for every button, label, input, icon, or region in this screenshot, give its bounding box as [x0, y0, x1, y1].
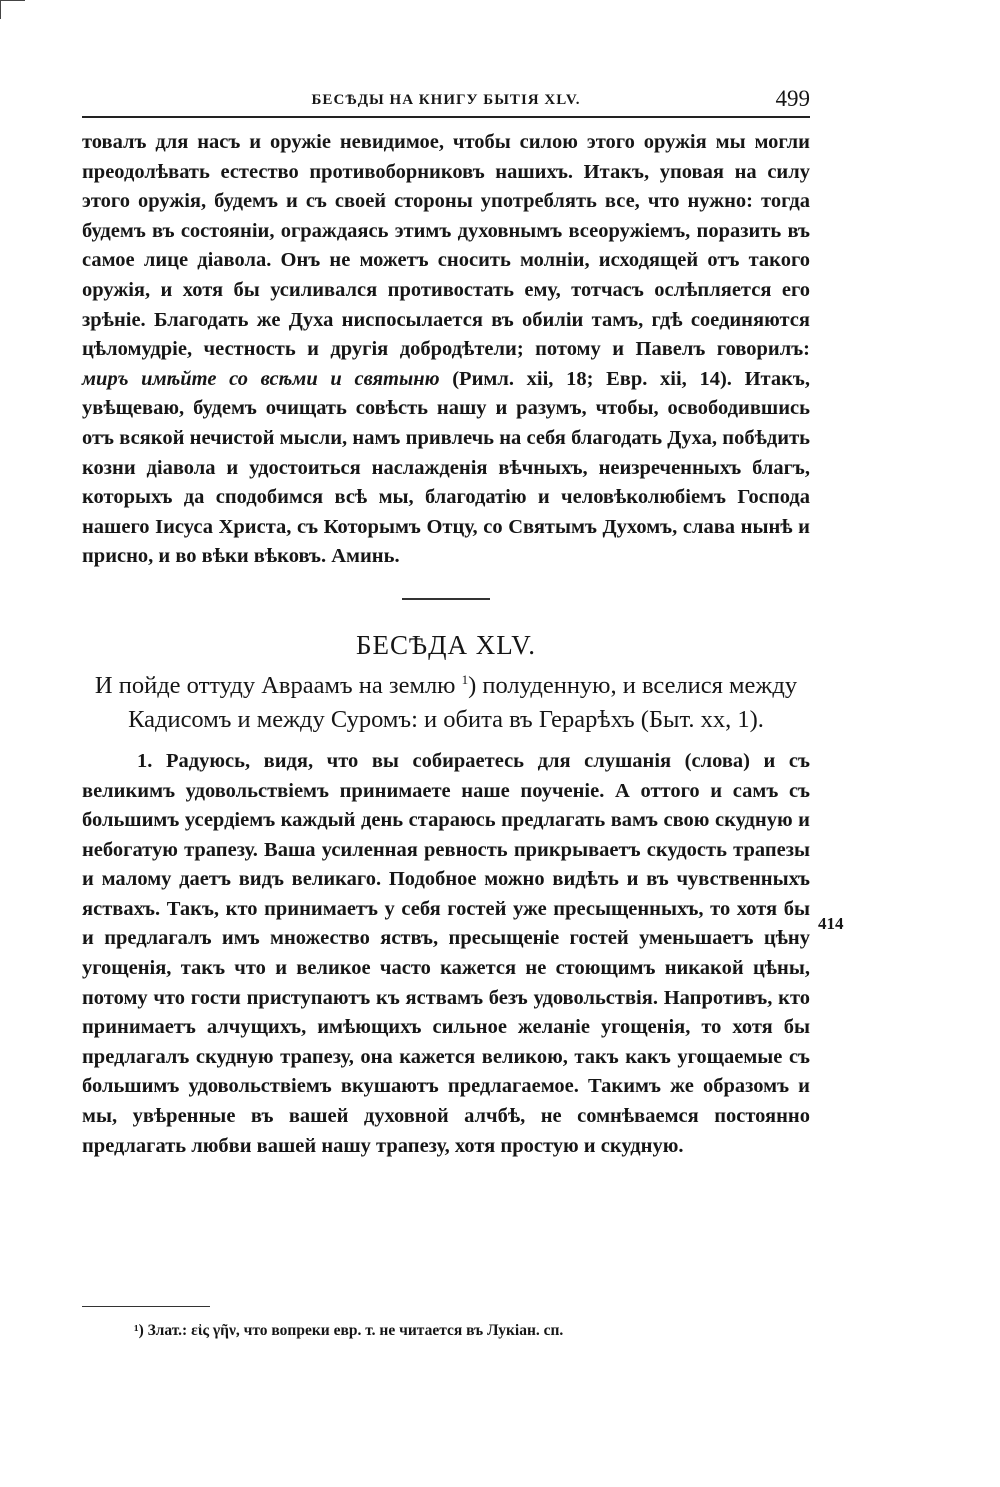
- footnote-reference: 1: [461, 671, 469, 687]
- sermon-title: БЕСѢДА XLV.: [355, 629, 537, 660]
- page-content: [82, 84, 810, 1161]
- margin-page-reference: 414: [818, 914, 844, 933]
- scripture-quote: миръ имѣйте со всѣми и святыню: [82, 367, 440, 390]
- footnote-rule: [82, 1306, 210, 1307]
- epigraph-text-end: ) полуденную, и вселися между Кадисомъ и между Суромъ: и обита въ Герарѣхъ (Быт. xx, 1).: [128, 671, 798, 733]
- section-divider: [402, 598, 490, 600]
- paragraph-text-start: товалъ для насъ и оружіе невидимое, чтобы силою этого оружія мы могли преодолѣвать естество противоборниковъ нашихъ. Итакъ, уповая на силу этого оружія, будемъ и съ своей стороны употреблять все, что нужно: тогда будемъ въ состояніи, ограждаясь этимъ духовнымъ всеоружіемъ, поразить въ самое лице діавола. Онъ не можетъ сносить молніи, исходящей отъ такого оружія, и хотя бы усиливался противостать ему, тотчасъ ослѣпляется его зрѣніе. Благодать же Духа ниспосылается въ обиліи тамъ, гдѣ соединяются цѣломудріе, честность и другія добродѣтели; потому и Павелъ говорилъ:: [82, 131, 810, 361]
- page-number: 499: [775, 86, 810, 111]
- continued-paragraph: [82, 128, 810, 572]
- running-header: [82, 84, 810, 118]
- running-title: БЕСѢДЫ НА КНИГУ БЫТІЯ XLV.: [311, 92, 581, 108]
- corner-crop-mark: [0, 0, 25, 19]
- epigraph-text-start: И пойде оттуду Авраамъ на землю: [94, 671, 456, 699]
- footnote: ¹) Злат.: εἰς γῆν, что вопреки евр. т. не читается въ Лукіан. сп.: [134, 1322, 564, 1339]
- epigraph: [82, 669, 810, 737]
- paragraph-text-end: (Римл. xii, 18; Евр. xii, 14). Итакъ, увѣщеваю, будемъ очищать совѣсть нашу и разумъ, чтобы, освободившись отъ всякой нечистой мысли, намъ привлечь на себя благодать Духа, побѣдить козни діавола и удостоиться наслажденія вѣчныхъ, неизреченныхъ благъ, которыхъ да сподобимся всѣ мы, благодатію и человѣколюбіемъ Господа нашего Іисуса Христа, съ Которымъ Отцу, со Святымъ Духомъ, слава нынѣ и присно, и во вѣки вѣковъ. Аминь.: [82, 367, 810, 568]
- sermon-paragraph: 1. Радуюсь, видя, что вы собираетесь для слушанія (слова) и съ великимъ удовольствіемъ принимаете наше поученіе. А оттого и самъ съ большимъ усердіемъ каждый день стараюсь предлагать вамъ свою скудную и небогатую трапезу. Ваша усиленная ревность прикрываетъ скудость трапезы и малому даетъ видъ великаго. Подобное можно видѣть и въ чувственныхъ яствахъ. Такъ, кто принимаетъ у себя гостей уже пресыщенныхъ, то хотя бы и предлагалъ имъ множество яствъ, пресыщеніе гостей уменьшаетъ цѣну угощенія, такъ что и великое часто кажется не стоющимъ никакой цѣны, потому что гости приступаютъ къ яствамъ безъ удовольствія. Напротивъ, кто принимаетъ алчущихъ, имѣющихъ сильное желаніе угощенія, то хотя бы предлагалъ скудную трапезу, она кажется великою, такъ какъ угощаемые съ большимъ удовольствіемъ вкушаютъ предлагаемое. Такимъ же образомъ и мы, увѣренные въ вашей духовной алчбѣ, не сомнѣваемся постоянно предлагать любви вашей нашу трапезу, хотя простую и скудную.: [82, 749, 810, 1157]
